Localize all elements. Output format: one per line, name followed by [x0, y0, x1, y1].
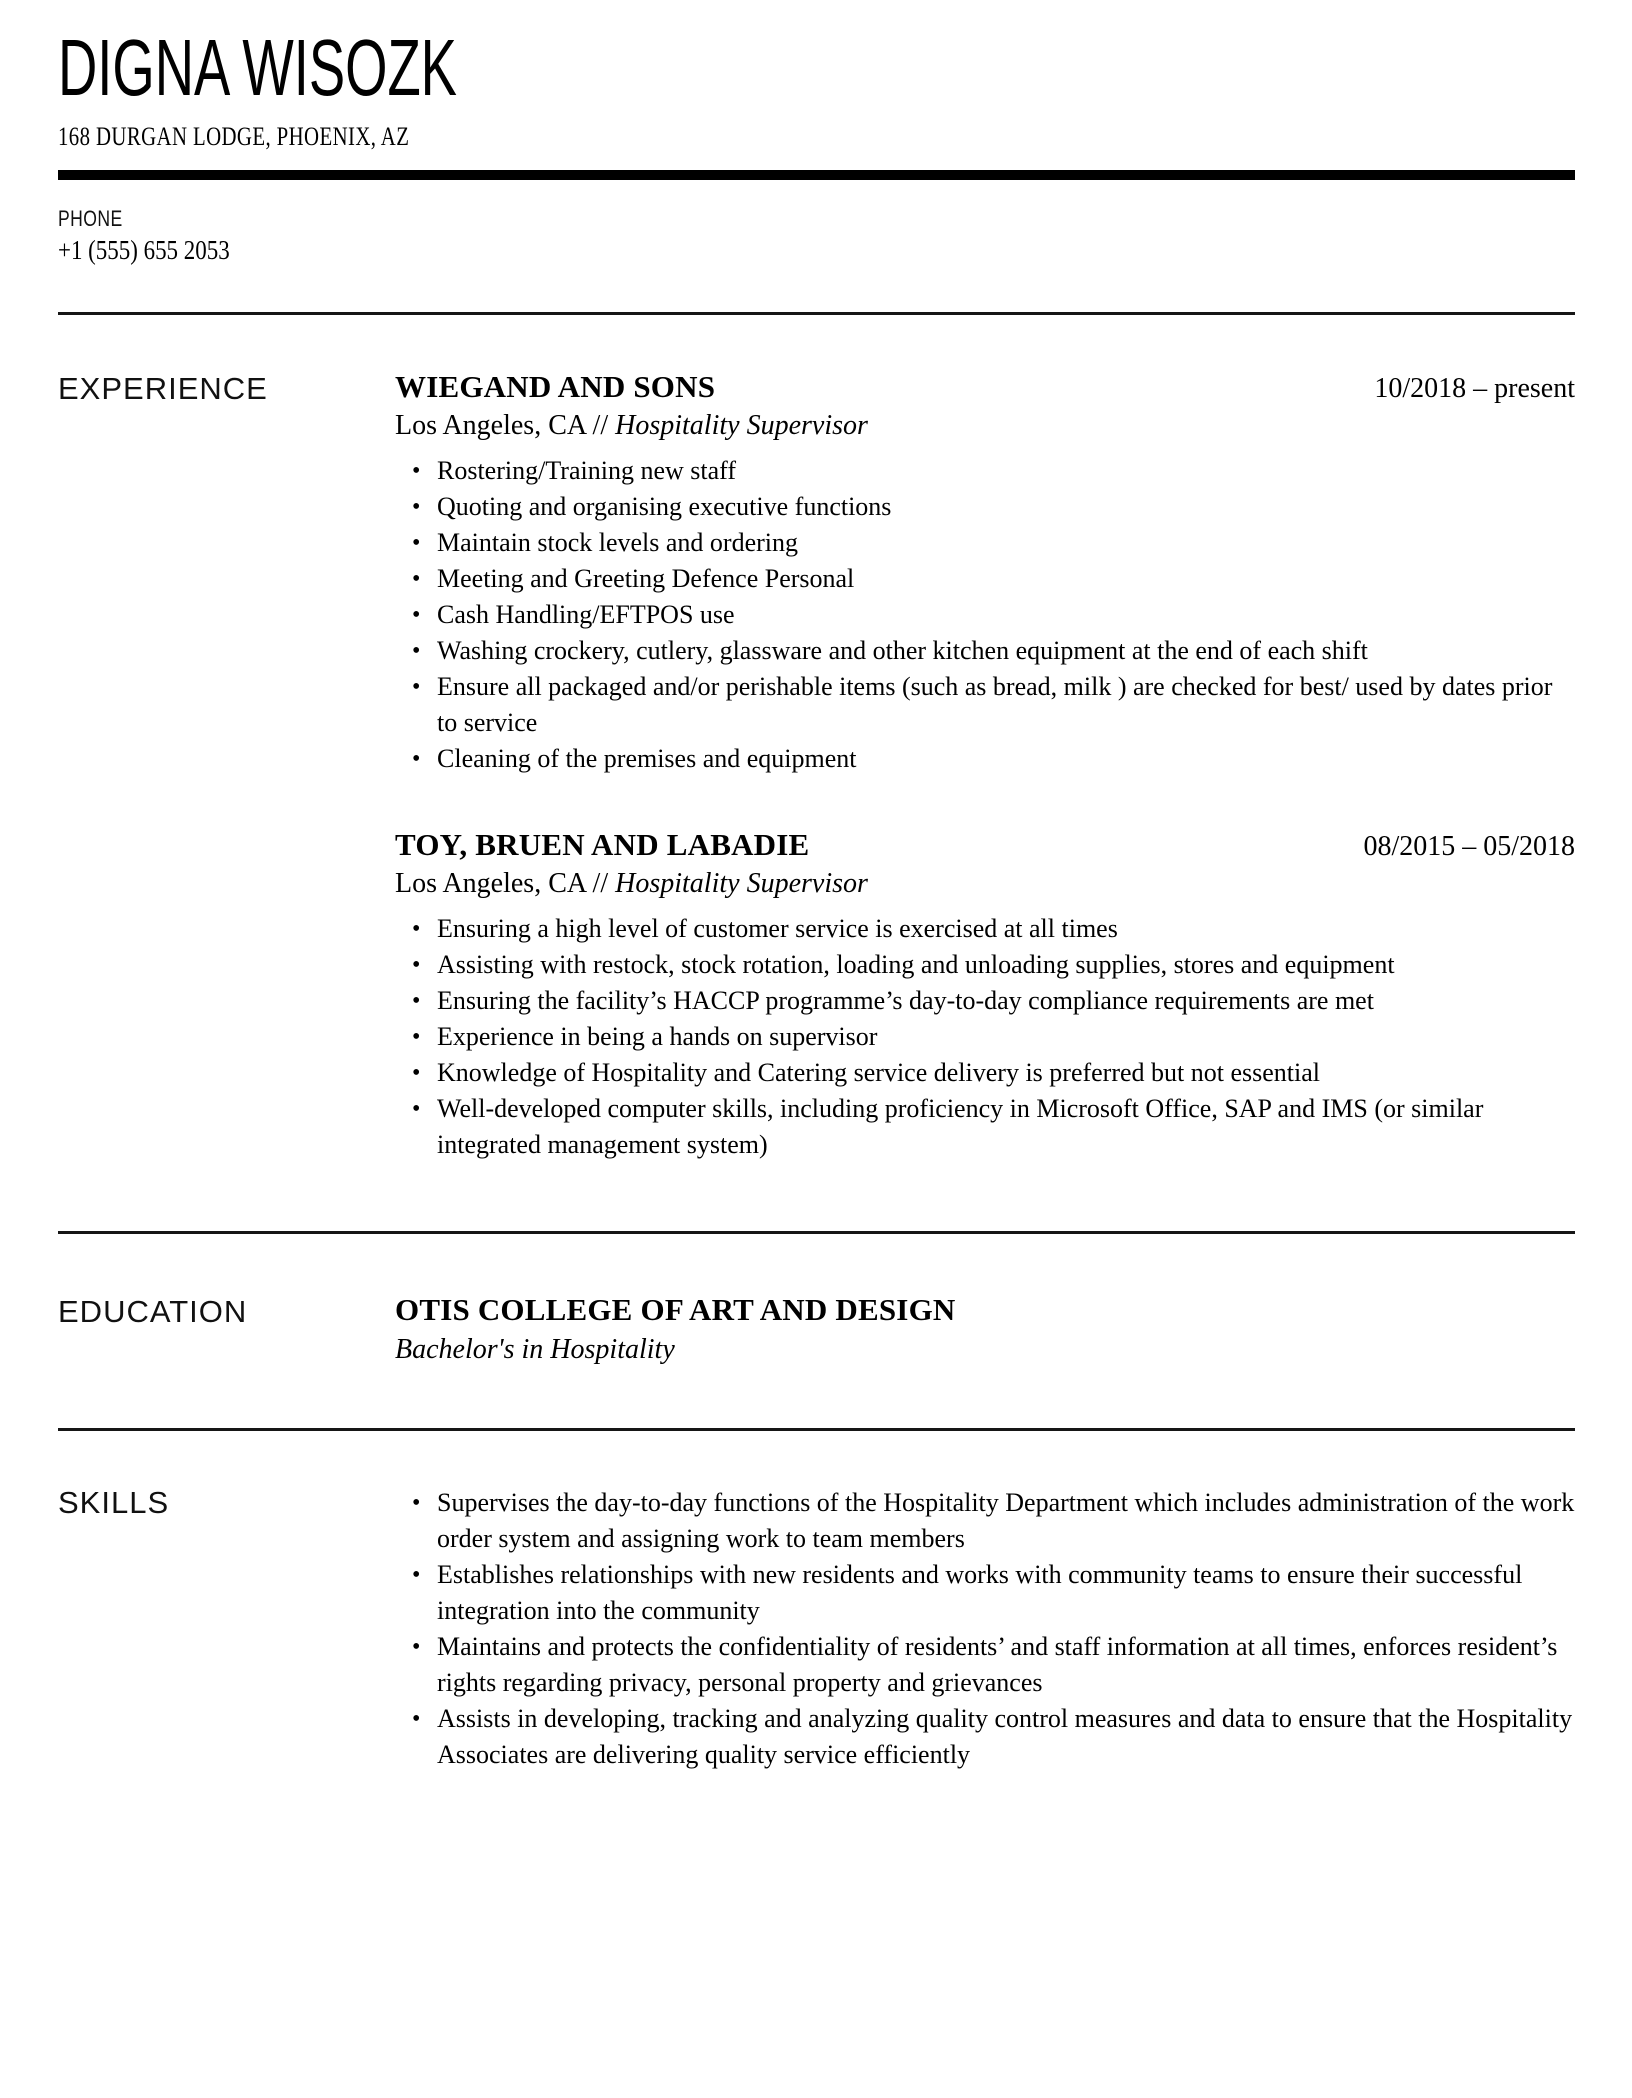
skill-bullet: • Establishes relationships with new residents and works with community teams to ensure their successful integration into the community	[395, 1557, 1575, 1629]
skills-section	[58, 1483, 1575, 1773]
job-subtitle	[395, 867, 1575, 901]
section-divider	[58, 1428, 1575, 1431]
job-bullet: • Rostering/Training new staff	[395, 453, 1575, 489]
skill-bullet: • Supervises the day-to-day functions of the Hospitality Department which includes administration of the work order system and assigning work to team members	[395, 1485, 1575, 1557]
education-degree: Bachelor's in Hospitality	[395, 1334, 675, 1365]
job-location: Los Angeles, CA //	[395, 410, 616, 441]
job-header	[395, 827, 1575, 864]
job-header	[395, 369, 1575, 406]
job-bullet: • Knowledge of Hospitality and Catering service delivery is preferred but not essential	[395, 1055, 1575, 1091]
job-bullet: • Cleaning of the premises and equipment	[395, 741, 1575, 777]
header-divider	[58, 170, 1575, 180]
skill-bullet: • Assists in developing, tracking and analyzing quality control measures and data to ensure that the Hospitality Associates are delivering quality service efficiently	[395, 1701, 1575, 1773]
job-entry	[395, 827, 1575, 1163]
job-bullet: • Maintain stock levels and ordering	[395, 525, 1575, 561]
skills-content	[395, 1483, 1575, 1773]
job-bullet-list	[395, 911, 1575, 1163]
job-dates: 10/2018 – present	[1374, 373, 1575, 404]
job-entry	[395, 369, 1575, 777]
job-bullet: • Ensure all packaged and/or perishable items (such as bread, milk ) are checked for best/ used by dates prior to service	[395, 669, 1575, 741]
job-role: Hospitality Supervisor	[615, 410, 868, 441]
resume-header	[58, 23, 1575, 152]
job-bullet: • Experience in being a hands on supervisor	[395, 1019, 1575, 1055]
job-subtitle	[395, 409, 1575, 443]
person-name: DIGNA WISOZK	[58, 23, 457, 112]
job-bullet: • Ensuring a high level of customer service is exercised at all times	[395, 911, 1575, 947]
education-school: OTIS COLLEGE OF ART AND DESIGN	[395, 1292, 956, 1327]
job-company: TOY, BRUEN AND LABADIE	[395, 827, 810, 862]
job-bullet: • Washing crockery, cutlery, glassware and other kitchen equipment at the end of each shift	[395, 633, 1575, 669]
job-bullet-list	[395, 453, 1575, 777]
job-role: Hospitality Supervisor	[615, 868, 868, 899]
education-content	[395, 1292, 1575, 1368]
job-bullet: • Cash Handling/EFTPOS use	[395, 597, 1575, 633]
section-divider	[58, 1231, 1575, 1234]
job-bullet: • Ensuring the facility’s HACCP programme’s day-to-day compliance requirements are met	[395, 983, 1575, 1019]
contact-divider	[58, 312, 1575, 315]
skill-bullet: • Maintains and protects the confidentiality of residents’ and staff information at all times, enforces resident’s rights regarding privacy, personal property and grievances	[395, 1629, 1575, 1701]
skills-section-label: SKILLS	[58, 1485, 170, 1520]
person-address: 168 DURGAN LODGE, PHOENIX, AZ	[58, 122, 410, 151]
job-bullet: • Quoting and organising executive functions	[395, 489, 1575, 525]
job-bullet: • Assisting with restock, stock rotation, loading and unloading supplies, stores and equipment	[395, 947, 1575, 983]
job-dates: 08/2015 – 05/2018	[1363, 831, 1575, 862]
contact-block	[58, 206, 1575, 266]
job-bullet: • Meeting and Greeting Defence Personal	[395, 561, 1575, 597]
phone-label: PHONE	[58, 206, 123, 231]
job-location: Los Angeles, CA //	[395, 868, 616, 899]
experience-section	[58, 369, 1575, 1163]
education-section	[58, 1292, 1575, 1368]
job-company: WIEGAND AND SONS	[395, 369, 716, 404]
experience-content	[395, 369, 1575, 1163]
skills-bullet-list	[395, 1485, 1575, 1773]
experience-section-label: EXPERIENCE	[58, 371, 268, 406]
education-section-label: EDUCATION	[58, 1294, 248, 1329]
phone-value: +1 (555) 655 2053	[58, 235, 230, 265]
job-bullet: • Well-developed computer skills, including proficiency in Microsoft Office, SAP and IMS (or similar integrated management system)	[395, 1091, 1575, 1163]
